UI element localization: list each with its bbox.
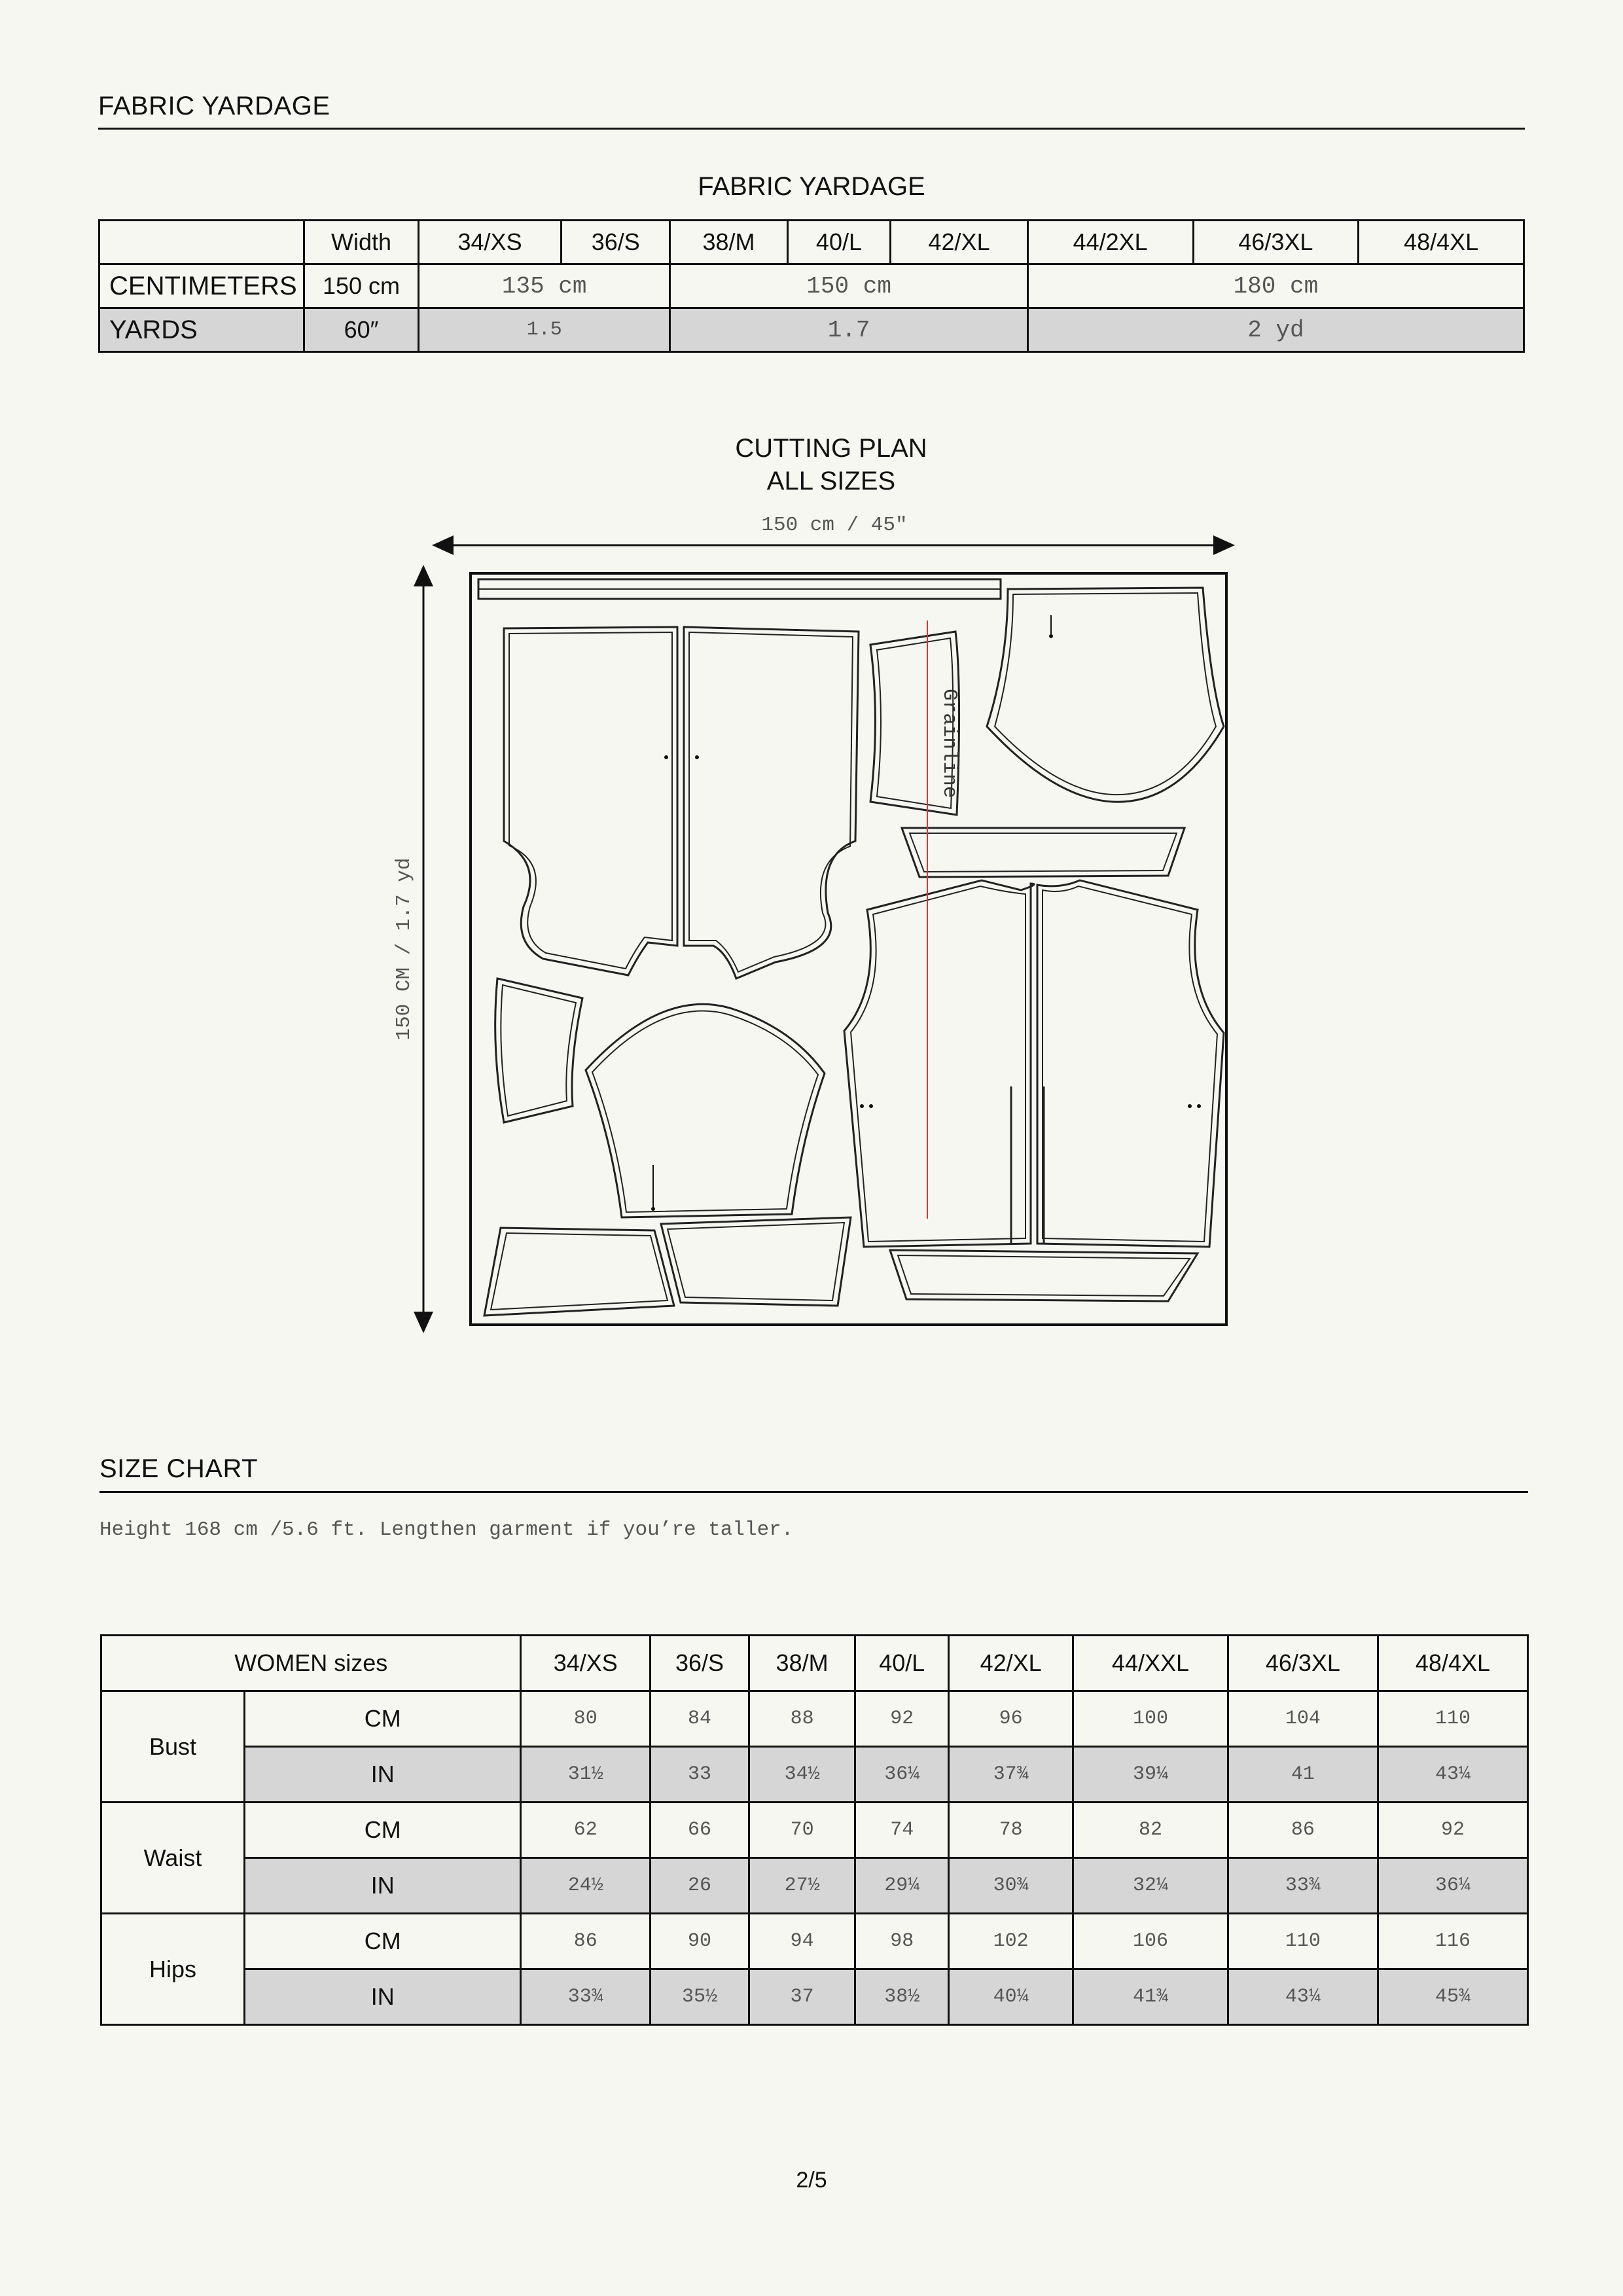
- value-cell: 82: [1073, 1803, 1228, 1858]
- value-cell: 84: [651, 1691, 749, 1747]
- value-cell: 38½: [855, 1969, 949, 2025]
- grainline-label: Grainline: [938, 689, 961, 798]
- bottom-band-middle: [661, 1217, 851, 1306]
- table-row: [101, 1691, 1528, 1747]
- height-dimension-label: 150 CM / 1.7 yd: [393, 857, 416, 1041]
- header-cell: 44/2XL: [1027, 221, 1193, 264]
- value-cell: 39¼: [1073, 1747, 1228, 1803]
- header-cell: [99, 221, 304, 264]
- header-cell: 42/XL: [891, 221, 1027, 264]
- measurement-name: Bust: [101, 1691, 245, 1803]
- sleeve-piece: [586, 1004, 825, 1217]
- yardage-table-title: FABRIC YARDAGE: [698, 172, 925, 201]
- table-row: [101, 1914, 1528, 1969]
- header-cell: 38/M: [670, 221, 787, 264]
- yardage-cell: 1.7: [670, 308, 1027, 352]
- back-right-piece: [1037, 880, 1224, 1247]
- value-cell: 36¼: [1378, 1858, 1527, 1914]
- fabric-yardage-heading: FABRIC YARDAGE: [98, 92, 330, 120]
- value-cell: 92: [855, 1691, 949, 1747]
- measurement-name: Waist: [101, 1803, 245, 1914]
- bottom-band-right-seam: [898, 1255, 1190, 1296]
- value-cell: 90: [651, 1914, 749, 1969]
- unit-label: IN: [245, 1858, 521, 1914]
- size-header: 48/4XL: [1378, 1636, 1527, 1691]
- width-dimension-label: 150 cm / 45″: [761, 514, 908, 537]
- width-cell: 150 cm: [304, 264, 419, 308]
- value-cell: 36¼: [855, 1747, 949, 1803]
- value-cell: 106: [1073, 1914, 1228, 1969]
- value-cell: 31½: [521, 1747, 651, 1803]
- back-left-piece: [844, 880, 1034, 1247]
- header-cell: 36/S: [562, 221, 670, 264]
- front-right-piece-seam: [689, 632, 853, 972]
- table-row: [99, 221, 1524, 264]
- value-cell: 26: [651, 1858, 749, 1914]
- unit-label: CM: [245, 1803, 521, 1858]
- cutting-plan-title: [569, 432, 1093, 497]
- width-cell: 60″: [304, 308, 419, 352]
- value-cell: 116: [1378, 1914, 1527, 1969]
- value-cell: 32¼: [1073, 1858, 1228, 1914]
- table-row: [101, 1858, 1528, 1914]
- value-cell: 40¼: [949, 1969, 1073, 2025]
- value-cell: 88: [749, 1691, 855, 1747]
- unit-label: CM: [245, 1691, 521, 1747]
- heading-rule: [98, 128, 1525, 130]
- row-label: CENTIMETERS: [99, 264, 304, 308]
- value-cell: 29¼: [855, 1858, 949, 1914]
- value-cell: 78: [949, 1803, 1073, 1858]
- front-left-piece: [504, 627, 677, 975]
- value-cell: 96: [949, 1691, 1073, 1747]
- value-cell: 33: [651, 1747, 749, 1803]
- table-row: [101, 1803, 1528, 1858]
- value-cell: 27½: [749, 1858, 855, 1914]
- back-yoke-piece: [987, 588, 1224, 802]
- row-label: YARDS: [99, 308, 304, 352]
- value-cell: 92: [1378, 1803, 1527, 1858]
- size-header: 42/XL: [949, 1636, 1073, 1691]
- value-cell: 70: [749, 1803, 855, 1858]
- bottom-band-middle-seam: [668, 1223, 844, 1300]
- value-cell: 24½: [521, 1858, 651, 1914]
- header-cell: 34/XS: [419, 221, 562, 264]
- cutting-plan-title-line1: CUTTING PLAN: [735, 434, 927, 463]
- size-chart-heading: SIZE CHART: [99, 1454, 259, 1483]
- page-number: 2/5: [796, 2168, 827, 2193]
- table-row: [99, 264, 1524, 308]
- size-header: 36/S: [651, 1636, 749, 1691]
- value-cell: 34½: [749, 1747, 855, 1803]
- value-cell: 43¼: [1228, 1969, 1378, 2025]
- size-header: 34/XS: [521, 1636, 651, 1691]
- header-cell: Width: [304, 221, 419, 264]
- value-cell: 45¾: [1378, 1969, 1527, 2025]
- value-cell: 37¾: [949, 1747, 1073, 1803]
- yardage-cell: 1.5: [419, 308, 670, 352]
- bottom-band-left: [484, 1228, 674, 1316]
- header-cell: 46/3XL: [1193, 221, 1359, 264]
- value-cell: 33¾: [521, 1969, 651, 2025]
- side-panel-piece-seam: [501, 985, 576, 1116]
- size-header: 40/L: [855, 1636, 949, 1691]
- value-cell: 37: [749, 1969, 855, 2025]
- value-cell: 43¼: [1378, 1747, 1527, 1803]
- front-left-piece-seam: [509, 632, 672, 969]
- value-cell: 66: [651, 1803, 749, 1858]
- pattern-pieces: [478, 579, 1224, 1316]
- height-note: Height 168 cm /5.6 ft. Lengthen garment if you’re taller.: [99, 1518, 794, 1541]
- header-label: WOMEN sizes: [101, 1636, 521, 1691]
- value-cell: 62: [521, 1803, 651, 1858]
- back-left-piece-seam: [851, 886, 1026, 1242]
- yardage-cell: 135 cm: [419, 264, 670, 308]
- value-cell: 94: [749, 1914, 855, 1969]
- value-cell: 30¾: [949, 1858, 1073, 1914]
- cutting-plan-title-line2: ALL SIZES: [766, 467, 896, 495]
- value-cell: 35½: [651, 1969, 749, 2025]
- side-panel-piece: [495, 978, 582, 1122]
- fabric-boundary: [471, 573, 1226, 1325]
- header-cell: 40/L: [787, 221, 891, 264]
- value-cell: 98: [855, 1914, 949, 1969]
- value-cell: 80: [521, 1691, 651, 1747]
- heading-rule: [99, 1491, 1528, 1493]
- table-row: [101, 1636, 1528, 1691]
- table-row: [101, 1747, 1528, 1803]
- value-cell: 41¾: [1073, 1969, 1228, 2025]
- notch-markers: [651, 634, 1201, 1211]
- size-header: 44/XXL: [1073, 1636, 1228, 1691]
- measurement-name: Hips: [101, 1914, 245, 2025]
- yardage-table: [98, 219, 1525, 353]
- yardage-cell: 180 cm: [1027, 264, 1524, 308]
- value-cell: 102: [949, 1914, 1073, 1969]
- front-right-piece: [684, 627, 859, 978]
- table-row: [101, 1969, 1528, 2025]
- back-right-piece-seam: [1043, 886, 1217, 1242]
- value-cell: 74: [855, 1803, 949, 1858]
- size-header: 38/M: [749, 1636, 855, 1691]
- size-chart-table: [100, 1634, 1529, 2026]
- bottom-band-left-seam: [491, 1233, 668, 1310]
- value-cell: 86: [1228, 1803, 1378, 1858]
- value-cell: 33¾: [1228, 1858, 1378, 1914]
- unit-label: IN: [245, 1747, 521, 1803]
- unit-label: IN: [245, 1969, 521, 2025]
- value-cell: 86: [521, 1914, 651, 1969]
- upper-band-piece: [902, 828, 1185, 877]
- cutting-plan-diagram: [366, 524, 1283, 1348]
- value-cell: 104: [1228, 1691, 1378, 1747]
- sleeve-piece-seam: [592, 1011, 818, 1212]
- value-cell: 110: [1228, 1914, 1378, 1969]
- value-cell: 110: [1378, 1691, 1527, 1747]
- header-cell: 48/4XL: [1359, 221, 1524, 264]
- size-header: 46/3XL: [1228, 1636, 1378, 1691]
- yardage-cell: 2 yd: [1027, 308, 1524, 352]
- table-row: [99, 308, 1524, 352]
- value-cell: 41: [1228, 1747, 1378, 1803]
- yardage-cell: 150 cm: [670, 264, 1027, 308]
- upper-band-piece-seam: [910, 833, 1177, 872]
- unit-label: CM: [245, 1914, 521, 1969]
- value-cell: 100: [1073, 1691, 1228, 1747]
